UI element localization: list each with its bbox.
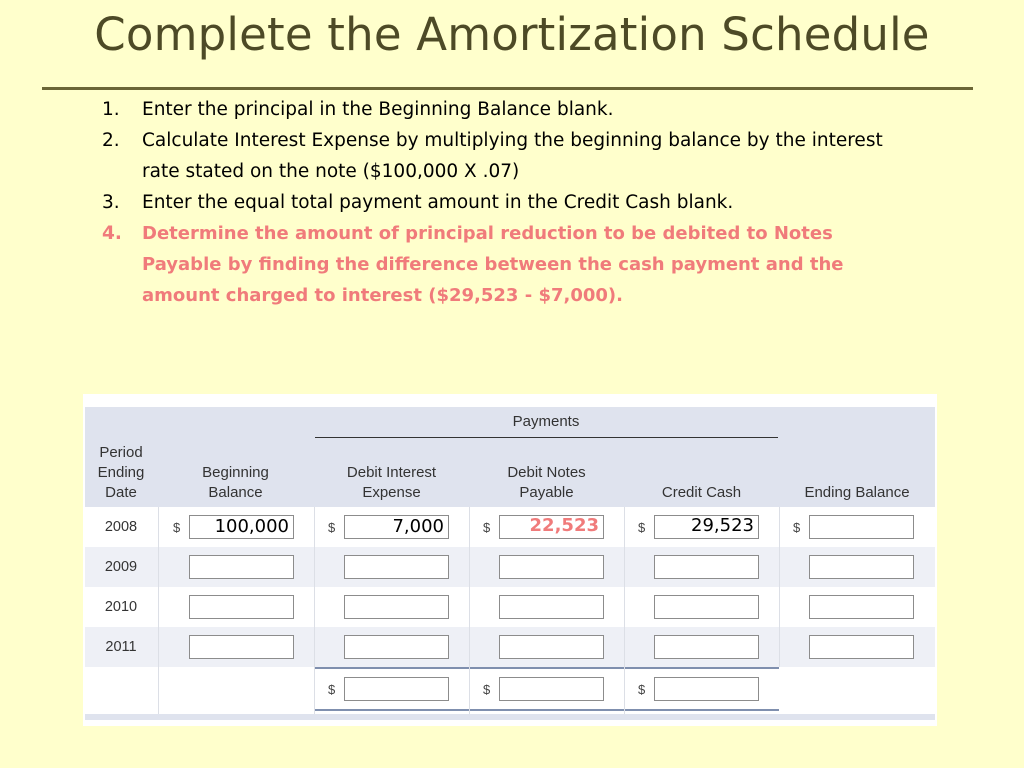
column-divider	[624, 507, 625, 719]
instruction-step-4-highlighted	[96, 218, 896, 311]
ending-balance-input[interactable]	[809, 515, 914, 539]
beginning-balance-input[interactable]	[189, 595, 294, 619]
step-number: 2.	[102, 130, 120, 151]
step-number: 1.	[102, 99, 120, 120]
instruction-step-3	[96, 187, 896, 218]
ending-balance-input[interactable]	[809, 555, 914, 579]
ending-balance-input[interactable]	[809, 635, 914, 659]
total-bottom-rule	[314, 709, 469, 711]
step-text: Determine the amount of principal reduction to be debited to Notes Payable by finding the difference between the cash payment and the amount charged to interest ($29,523 - $7,000).	[142, 223, 844, 306]
step-number: 3.	[102, 192, 120, 213]
period-date-cell: 2009	[104, 559, 138, 575]
step-text: Enter the principal in the Beginning Balance blank.	[142, 99, 614, 120]
title-divider	[42, 87, 973, 90]
payments-underline	[315, 437, 778, 438]
instruction-step-1	[96, 94, 896, 125]
beginning-balance-input[interactable]	[189, 555, 294, 579]
credit-cash-input[interactable]: 29,523	[654, 515, 759, 539]
table-row	[85, 587, 935, 627]
slide-title: Complete the Amortization Schedule	[94, 8, 930, 61]
credit-cash-input[interactable]	[654, 555, 759, 579]
currency-symbol: $	[638, 682, 646, 697]
currency-symbol: $	[483, 520, 491, 535]
instruction-list	[96, 94, 896, 311]
table-row	[85, 627, 935, 667]
currency-symbol: $	[173, 520, 181, 535]
header-beginning-balance: Beginning Balance	[202, 464, 269, 501]
totals-row	[85, 667, 935, 711]
total-interest-input[interactable]	[344, 677, 449, 701]
interest-expense-input[interactable]	[344, 555, 449, 579]
beginning-balance-input[interactable]: 100,000	[189, 515, 294, 539]
notes-payable-input[interactable]	[499, 635, 604, 659]
column-divider	[779, 507, 780, 667]
header-credit-cash: Credit Cash	[661, 484, 742, 501]
notes-payable-input[interactable]	[499, 555, 604, 579]
header-debit-interest-expense: Debit Interest Expense	[346, 464, 437, 501]
total-bottom-rule	[624, 709, 779, 711]
beginning-balance-input[interactable]	[189, 635, 294, 659]
amortization-table	[85, 407, 935, 719]
total-cash-input[interactable]	[654, 677, 759, 701]
notes-payable-input[interactable]: 22,523	[499, 515, 604, 539]
total-rule	[624, 667, 779, 669]
column-divider	[158, 507, 159, 719]
currency-symbol: $	[483, 682, 491, 697]
table-bottom-band	[85, 714, 935, 720]
table-row	[85, 507, 935, 547]
period-date-cell: 2008	[104, 519, 138, 535]
total-bottom-rule	[469, 709, 624, 711]
instruction-step-2	[96, 125, 896, 187]
currency-symbol: $	[638, 520, 646, 535]
period-date-cell: 2011	[105, 639, 137, 655]
currency-symbol: $	[328, 682, 336, 697]
step-text: Enter the equal total payment amount in the Credit Cash blank.	[142, 192, 734, 213]
ending-balance-input[interactable]	[809, 595, 914, 619]
header-period-ending-date: Period Ending Date	[97, 444, 145, 501]
amortization-schedule-panel	[83, 394, 937, 726]
notes-payable-input[interactable]	[499, 595, 604, 619]
header-debit-notes-payable: Debit Notes Payable	[507, 464, 586, 501]
total-notes-input[interactable]	[499, 677, 604, 701]
table-row	[85, 547, 935, 587]
step-number: 4.	[102, 223, 122, 244]
currency-symbol: $	[793, 520, 801, 535]
total-rule	[469, 667, 624, 669]
credit-cash-input[interactable]	[654, 635, 759, 659]
column-divider	[469, 507, 470, 719]
interest-expense-input[interactable]	[344, 595, 449, 619]
column-divider	[314, 507, 315, 719]
period-date-cell: 2010	[104, 599, 138, 615]
total-rule	[314, 667, 469, 669]
header-ending-balance: Ending Balance	[804, 484, 910, 501]
payments-group-header: Payments	[512, 413, 580, 430]
table-header	[85, 407, 935, 507]
interest-expense-input[interactable]	[344, 635, 449, 659]
interest-expense-input[interactable]: 7,000	[344, 515, 449, 539]
credit-cash-input[interactable]	[654, 595, 759, 619]
currency-symbol: $	[328, 520, 336, 535]
step-text: Calculate Interest Expense by multiplying the beginning balance by the interest rate stated on the note ($100,000 X .07)	[142, 130, 883, 182]
